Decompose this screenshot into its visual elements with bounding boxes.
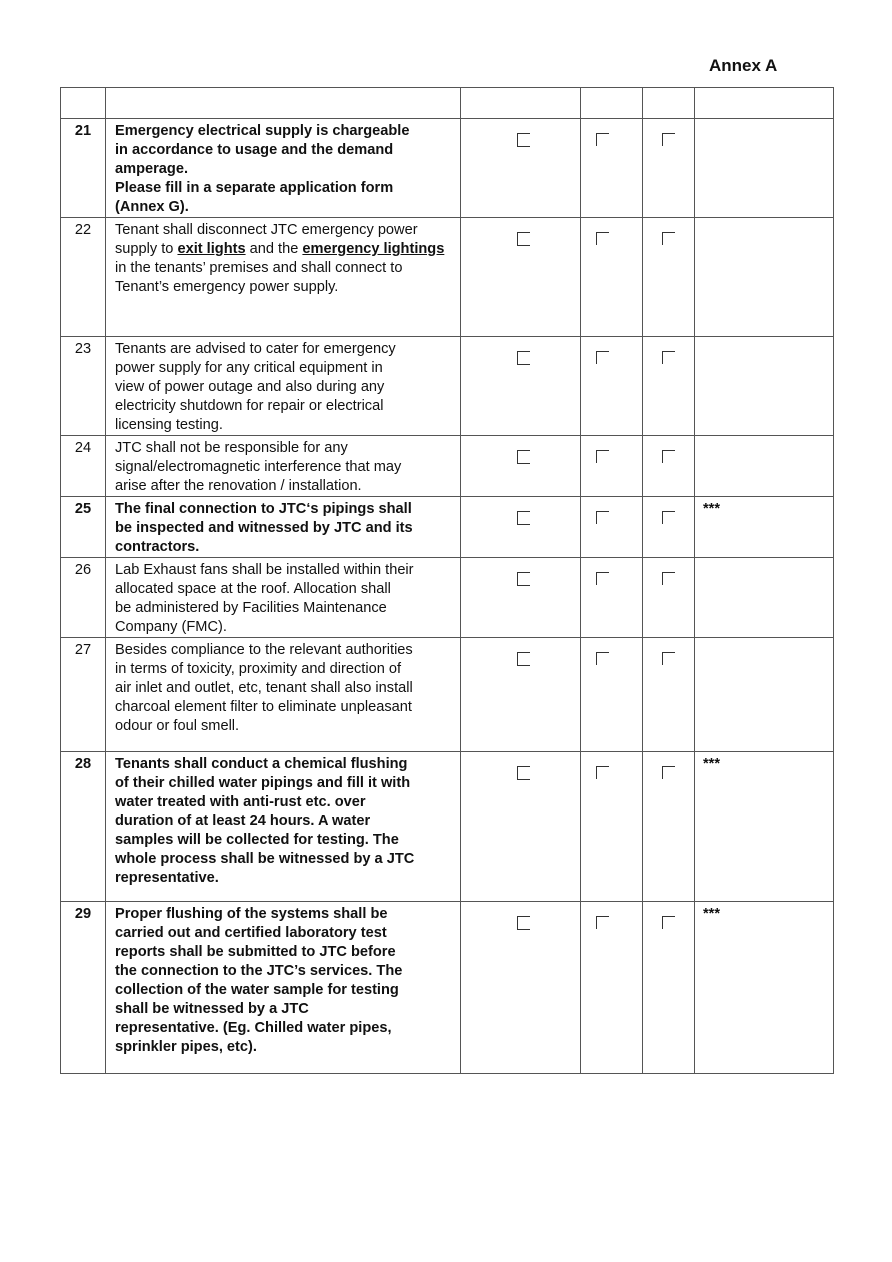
checkbox[interactable] [596,133,609,146]
checkbox[interactable] [596,766,609,779]
checkbox[interactable] [517,232,530,246]
item-number: 22 [61,218,106,337]
table-row [61,902,834,1074]
checkbox[interactable] [517,652,530,666]
checkbox[interactable] [662,351,675,364]
remarks: *** [695,497,834,558]
item-text: Lab Exhaust fans shall be installed within their allocated space at the roof. Allocation shall be administered by Facilities Maintenance Company (FMC). [106,558,461,638]
table-row [61,638,834,752]
underlined-term: exit lights [177,241,246,257]
item-number: 25 [61,497,106,558]
remarks: *** [695,752,834,902]
checkbox[interactable] [596,450,609,463]
table-row [61,497,834,558]
header-cell [695,88,834,119]
remarks [695,218,834,337]
header-cell [643,88,695,119]
checkbox[interactable] [596,232,609,245]
item-number: 24 [61,436,106,497]
item-number: 26 [61,558,106,638]
checkbox[interactable] [662,916,675,929]
table-row [61,119,834,218]
item-number: 28 [61,752,106,902]
header-cell [106,88,461,119]
annex-label: Annex A [709,56,778,75]
item-text: Tenants are advised to cater for emergency power supply for any critical equipment in view of power outage and also during any electricity shutdown for repair or electrical licensing testing. [106,337,461,436]
table-row [61,752,834,902]
checkbox[interactable] [596,511,609,524]
checkbox[interactable] [517,916,530,930]
checkbox[interactable] [662,133,675,146]
item-number: 21 [61,119,106,218]
remarks [695,436,834,497]
item-number: 29 [61,902,106,1074]
item-number: 27 [61,638,106,752]
item-text: Proper flushing of the systems shall be carried out and certified laboratory test reports shall be submitted to JTC before the connection to the JTC’s services. The collection of the water sample for testing shall be witnessed by a JTC representative. (Eg. Chilled water pipes, sprinkler pipes, etc). [106,902,461,1074]
checkbox[interactable] [662,450,675,463]
item-text: The final connection to JTC‘s pipings shall be inspected and witnessed by JTC and its contractors. [106,497,461,558]
checkbox[interactable] [596,652,609,665]
checkbox[interactable] [517,133,530,147]
header-cell [61,88,106,119]
remarks [695,558,834,638]
checkbox[interactable] [662,572,675,585]
checkbox[interactable] [517,511,530,525]
checkbox[interactable] [517,351,530,365]
remarks [695,337,834,436]
table-row [61,436,834,497]
checkbox[interactable] [517,572,530,586]
header-cell [461,88,581,119]
table-row [61,337,834,436]
checkbox[interactable] [596,351,609,364]
checkbox[interactable] [517,766,530,780]
checkbox[interactable] [662,766,675,779]
item-text: Tenant shall disconnect JTC emergency power supply to exit lights and the emergency lightings in the tenants’ premises and shall connect to Tenant’s emergency power supply. [106,218,461,337]
checkbox[interactable] [662,511,675,524]
underlined-term: emergency lightings [302,241,445,257]
item-text: Tenants shall conduct a chemical flushing of their chilled water pipings and fill it with water treated with anti-rust etc. over duration of at least 24 hours. A water samples will be collected for testing. The whole process shall be witnessed by a JTC representative. [106,752,461,902]
table-row [61,558,834,638]
checkbox[interactable] [596,572,609,585]
item-text: JTC shall not be responsible for any signal/electromagnetic interference that may arise after the renovation / installation. [106,436,461,497]
item-number: 23 [61,337,106,436]
remarks: *** [695,902,834,1074]
header-row [61,88,834,119]
item-text: Besides compliance to the relevant authorities in terms of toxicity, proximity and direction of air inlet and outlet, etc, tenant shall also install charcoal element filter to eliminate unpleasant odour or foul smell. [106,638,461,752]
checkbox[interactable] [596,916,609,929]
table-row [61,218,834,337]
remarks [695,638,834,752]
checkbox[interactable] [662,232,675,245]
checklist-table [60,87,834,1074]
header-cell [581,88,643,119]
item-text: Emergency electrical supply is chargeable in accordance to usage and the demand amperage. Please fill in a separate application form (Annex G). [106,119,461,218]
checkbox[interactable] [662,652,675,665]
checkbox[interactable] [517,450,530,464]
remarks [695,119,834,218]
